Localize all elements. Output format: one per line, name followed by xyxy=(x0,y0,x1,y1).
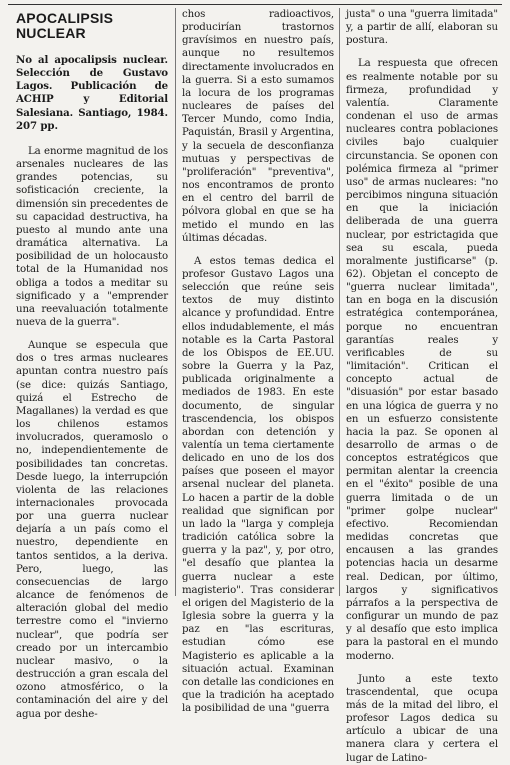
paragraph: justa" o una "guerra limitada" y, a partir de allí, elaboran su postura. xyxy=(346,9,498,47)
paragraph: Aunque se especula que dos o tres armas nucleares apuntan contra nuestro país (se dice: quizás Santiago, quizá el Estrecho de Magallanes) la verdad es que los chilenos estamos involucrados, queramoslo o no, independientemente de posibilidades tan concretas. Desde luego, la interrupción violenta de las relaciones internacionales provocada por una guerra nuclear dejaría a un país como el nuestro, dependiente en tantos sentidos, a la deriva. Pero, luego, las consecuencias de largo alcance de fenómenos de alteración global del medio terrestre como el "invierno nuclear", que podría ser creado por un intercambio nuclear masivo, o la destrucción a gran escala del ozono atmosférico, o la contaminación del aire y del agua por deshe- xyxy=(16,340,168,720)
column-divider xyxy=(175,8,176,596)
book-reference: No al apocalipsis nuclear. Selección de Gustavo Lagos. Publicación de ACHIP y Editorial Salesiana. Santiago, 1984. 207 pp. xyxy=(16,54,168,132)
top-rule xyxy=(8,4,502,5)
paragraph: La enorme magnitud de los arsenales nucleares de las grandes potencias, su sofisticación creciente, la dimensión sin precedentes de su capacidad destructiva, ha puesto al mundo ante una dramática alternativa. La posibilidad de un holocausto total de la Humanidad nos obliga a todos a meditar su significado y a "emprender una reevaluación totalmente nueva de la guerra". xyxy=(16,145,168,328)
paragraph: chos radioactivos, producirían trastornos gravísimos en nuestro país, aunque no resultemos directamente involucrados en la guerra. Si a esto sumamos la locura de los programas nucleares de países del Tercer Mundo, como India, Paquistán, Brasil y Argentina, y la secuela de desconfianza mutuas y perspectivas de "proliferación" "preventiva", nos encontramos de pronto en el centro del barril de pólvora global en que se ha metido el mundo en las últimas décadas. xyxy=(182,9,334,244)
article-title: APOCALIPSIS NUCLEAR xyxy=(16,10,114,41)
column-2 xyxy=(182,8,334,715)
paragraph: La respuesta que ofrecen es realmente notable por su firmeza, profundidad y valentía. Claramente condenan el uso de armas nucleares contra poblaciones civiles bajo cualquier circunstancia. Se oponen con polémica firmeza al "primer uso" de armas nucleares: "no percibimos ninguna situación en que la iniciación deliberada de una guerra nuclear, por estrictagida que sea su escala, pueda moralmente justificarse" (p. 62). Objetan el concepto de "guerra nuclear limitada", tan en boga en la discusión estratégica contemporánea, porque no encuentran garantías reales y verificables de su "limitación". Critican el concepto actual de "disuasión" por estar basado en una lógica de guerra y no en un esfuerzo consistente hacia la paz. Se oponen al desarrollo de armas o de conceptos estratégicos que permitan alentar la creencia en el "éxito" posible de una guerra limitada o de un "primer golpe nuclear" efectivo. Recomiendan medidas concretas que encausen a las grandes potencias hacia un desarme real. Dedican, por último, largos y significativos párrafos a la perspectiva de configurar un mundo de paz y al desafío que esto implica para la pastoral en el mundo moderno. xyxy=(346,58,498,662)
column-divider xyxy=(339,8,340,596)
paragraph: Junto a este texto trascendental, que ocupa más de la mitad del libro, el profesor Lagos dedica su artículo a ubicar de una manera clara y certera el lugar de Latino- xyxy=(346,673,498,764)
column-1 xyxy=(16,8,168,720)
column-3 xyxy=(346,8,498,764)
paragraph: A estos temas dedica el profesor Gustavo Lagos una selección que reúne seis textos de muy distinto alcance y profundidad. Entre ellos indudablemente, el más notable es la Carta Pastoral de los Obispos de EE.UU. sobre la Guerra y la Paz, publicada originalmente a mediados de 1983. En este documento, de singular trascendencia, los obispos abordan con detención y valentía un tema ciertamente delicado en uno de los dos países que poseen el mayor arsenal nuclear del planeta. Lo hacen a partir de la doble realidad que significan por un lado la "larga y compleja tradición católica sobre la guerra y la paz", y, por otro, "el desafío que plantea la guerra nuclear a este magisterio". Tras considerar el origen del Magisterio de la Iglesia sobre la guerra y la paz en "las escrituras, estudian cómo ese Magisterio es aplicable a la situación actual. Examinan con detalle las condiciones en que la tradición ha aceptado la posibilidad de una "guerra xyxy=(182,255,334,715)
